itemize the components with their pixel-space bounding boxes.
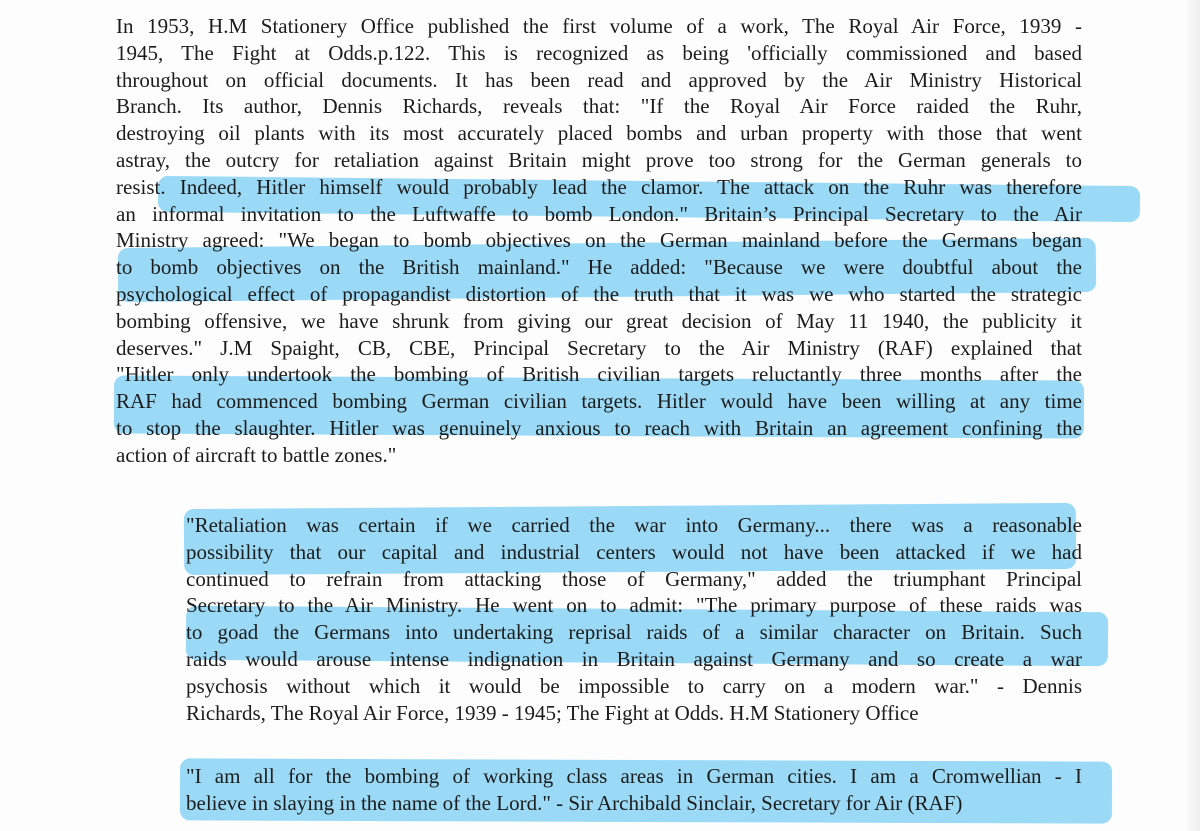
text-line: bombing offensive, we have shrunk from giving our great decision of May 11 1940, the publicity it [116,308,1082,333]
text-line: "Hitler only undertook the bombing of British civilian targets reluctantly three months after the [116,362,1082,387]
text-line: believe in slaying in the name of the Lord." - Sir Archibald Sinclair, Secretary for Air (RAF) [186,790,963,815]
text-line: to bomb objectives on the British mainland." He added: "Because we were doubtful about the [116,255,1082,280]
text-line: to stop the slaughter. Hitler was genuinely anxious to reach with Britain an agreement confining the [116,415,1082,440]
text-line: RAF had commenced bombing German civilian targets. Hitler would have been willing at any time [116,389,1082,414]
text-line: continued to refrain from attacking those of Germany," added the triumphant Principal [186,566,1082,591]
text-line: "Retaliation was certain if we carried the war into Germany... there was a reasonable [186,513,1082,537]
text-line: Branch. Its author, Dennis Richards, reveals that: "If the Royal Air Force raided the Ruhr, [116,94,1082,119]
text-line: astray, the outcry for retaliation against Britain might prove too strong for the German generals to [116,147,1082,172]
text-line: throughout on official documents. It has been read and approved by the Air Ministry Historical [116,67,1082,92]
text-line: possibility that our capital and industrial centers would not have been attacked if we had [186,539,1082,564]
text-line: to goad the Germans into undertaking reprisal raids of a similar character on Britain. Such [186,620,1082,645]
text-line: psychological effect of propagandist distortion of the truth that it was we who started the strategic [116,281,1082,306]
text-line: psychosis without which it would be impossible to carry on a modern war." - Dennis [186,673,1082,698]
text-line: Richards, The Royal Air Force, 1939 - 1945; The Fight at Odds. H.M Stationery Office [186,700,919,725]
text-line: an informal invitation to the Luftwaffe to bomb London." Britain’s Principal Secretary to the Air [116,201,1082,226]
block-quote-paragraph [186,763,1082,817]
text-line: raids would arouse intense indignation in Britain against Germany and so create a war [186,646,1082,671]
block-quote-paragraph [186,512,1082,726]
text-line: destroying oil plants with its most accurately placed bombs and urban property with those that went [116,121,1082,146]
body-paragraph [116,13,1082,469]
text-line: Ministry agreed: "We began to bomb objectives on the German mainland before the Germans began [116,228,1082,253]
text-line: 1945, The Fight at Odds.p.122. This is recognized as being 'officially commissioned and based [116,40,1082,65]
text-line: action of aircraft to battle zones." [116,442,397,467]
text-line: Secretary to the Air Ministry. He went on to admit: "The primary purpose of these raids was [186,593,1082,618]
text-line: resist. Indeed, Hitler himself would probably lead the clamor. The attack on the Ruhr was therefore [116,174,1082,199]
page-edge-shadow [1184,0,1200,831]
text-line: "I am all for the bombing of working class areas in German cities. I am a Cromwellian - I [186,764,1082,788]
text-line: deserves." J.M Spaight, CB, CBE, Principal Secretary to the Air Ministry (RAF) explained that [116,335,1082,360]
text-line: In 1953, H.M Stationery Office published the first volume of a work, The Royal Air Force, 1939 - [116,14,1082,38]
